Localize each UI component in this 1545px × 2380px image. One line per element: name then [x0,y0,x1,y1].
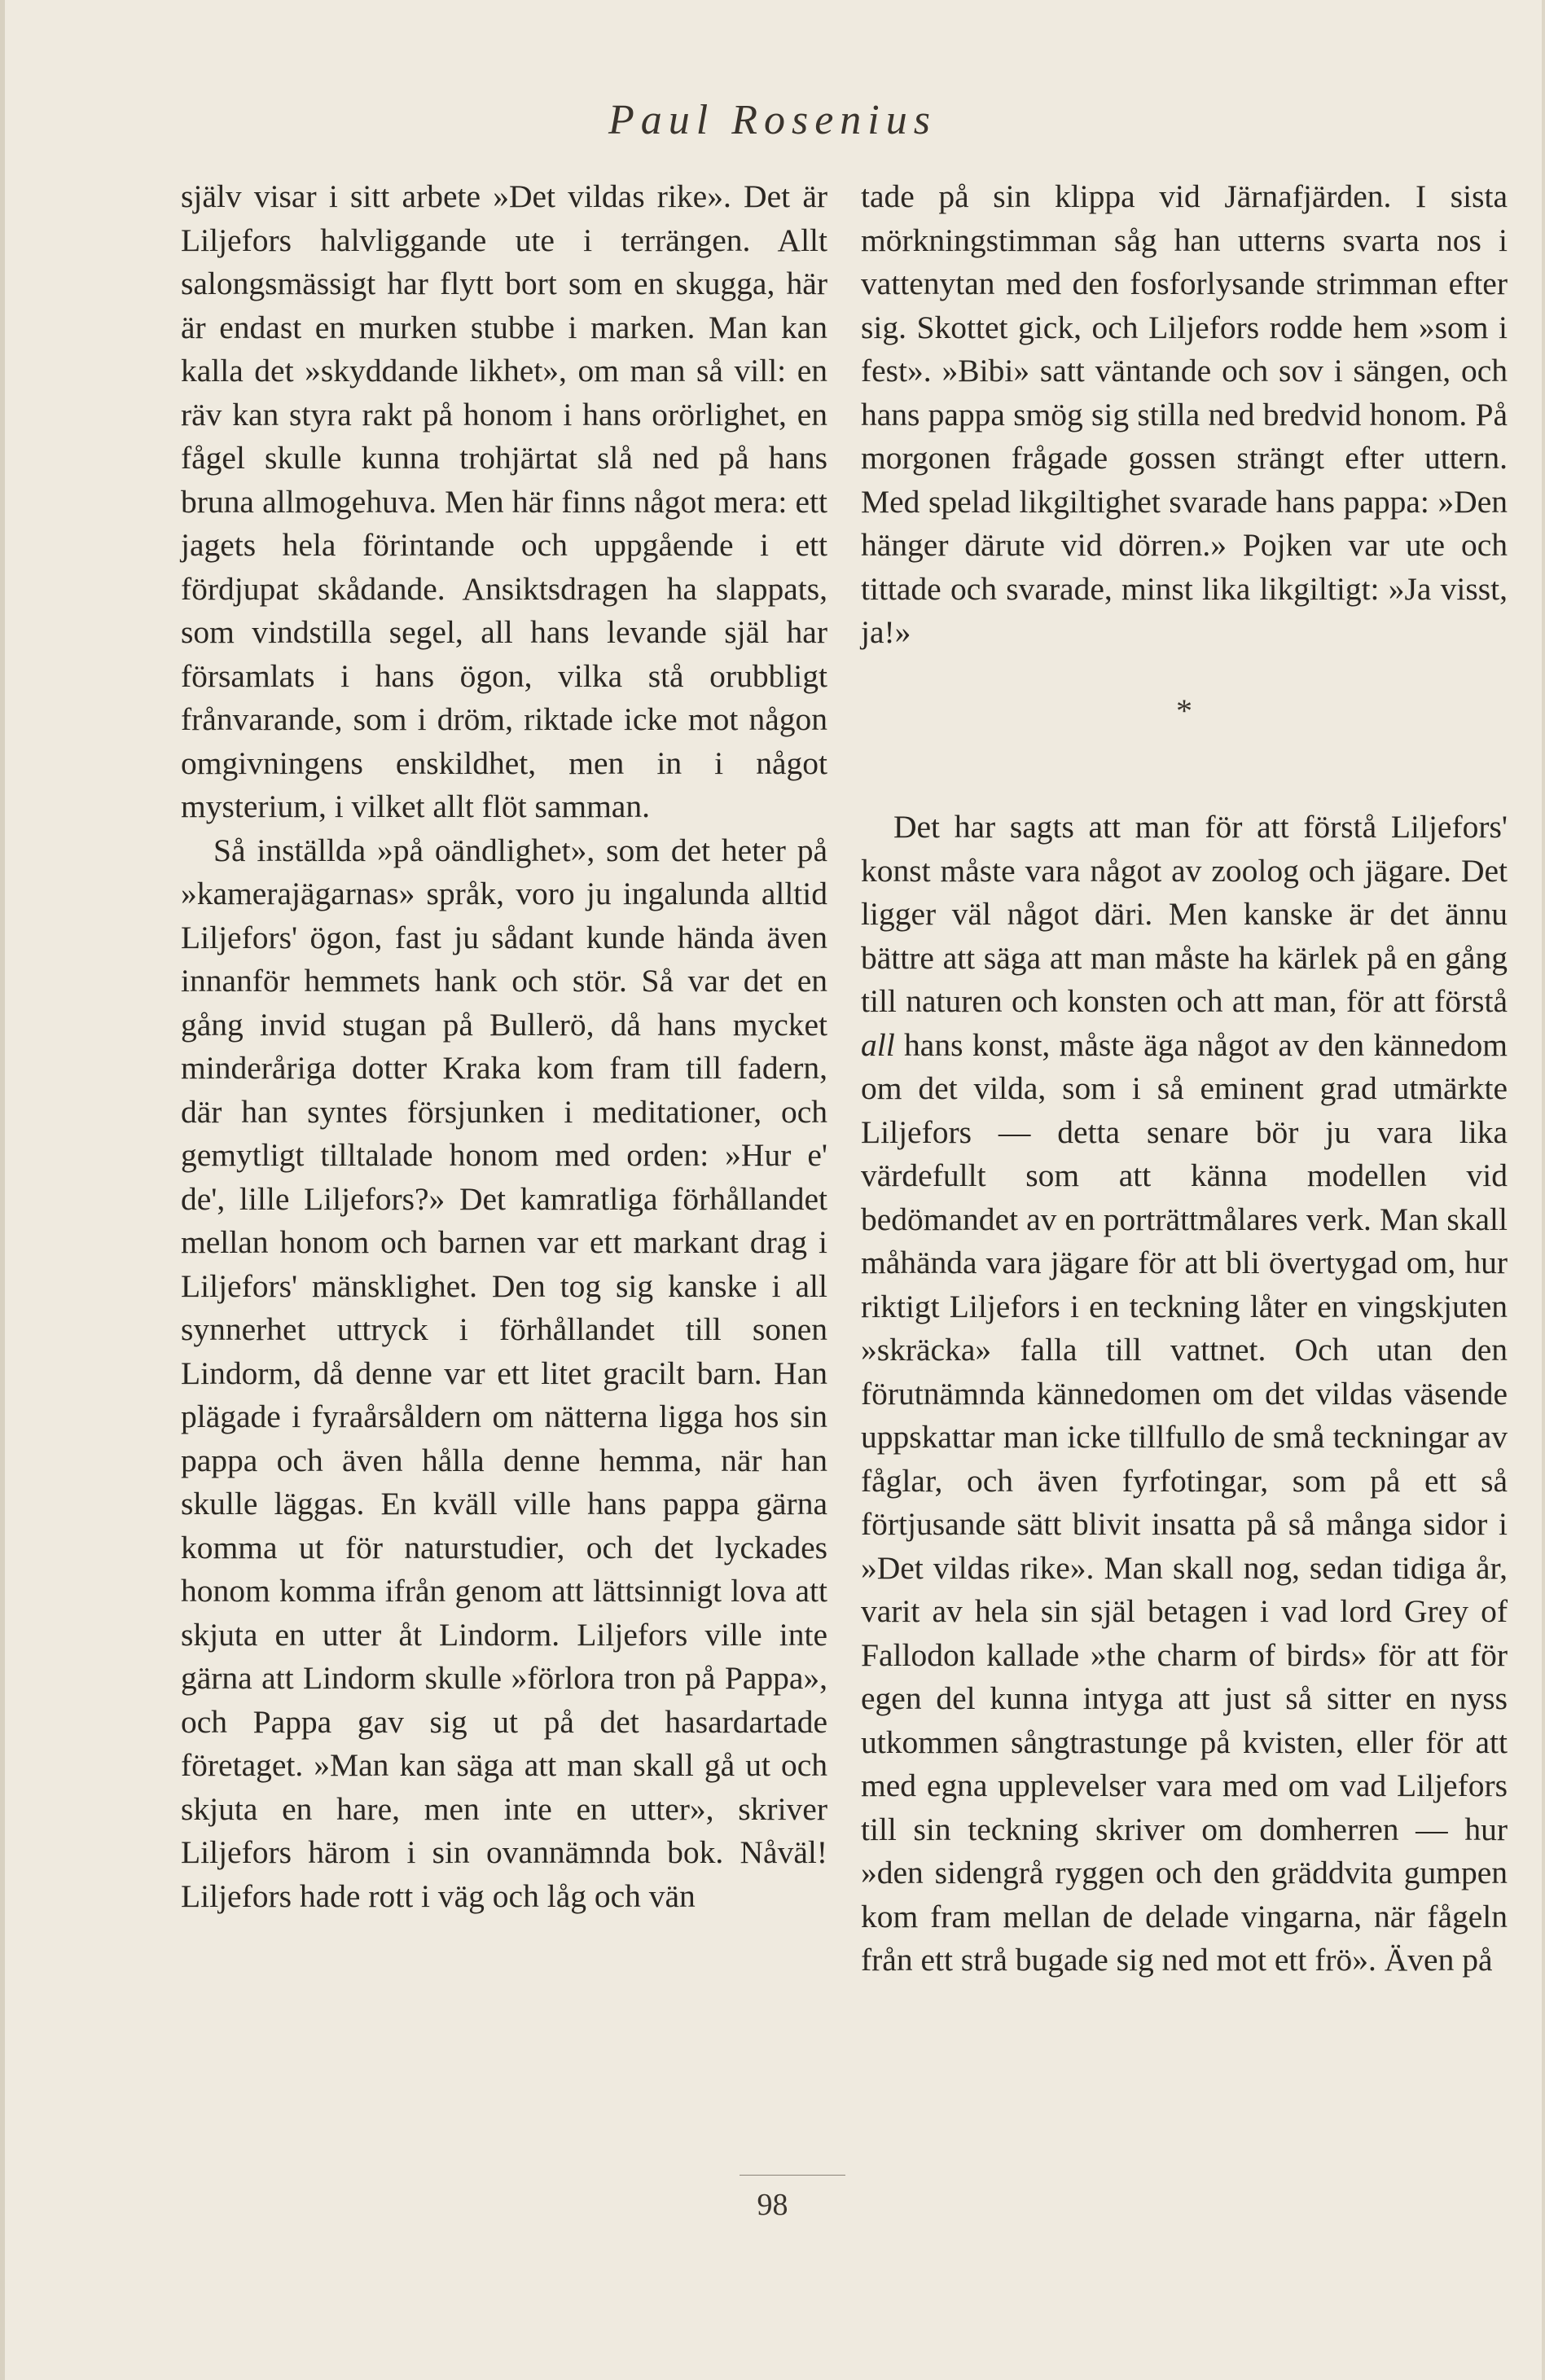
page-number: 98 [757,2188,788,2222]
paragraph: själv visar i sitt arbete »Det vildas rike». Det är Liljefors halvliggande ute i terrängen. Allt salongsmässigt har flytt bort som en skugga, här är endast en murken stubbe i marken. Man kan kalla det »skyddande likhet», om man så vill: en räv kan styra rakt på honom i hans orörlighet, en fågel skulle kunna trohjärtat slå ned på hans bruna allmogehuva. Men här finns något mera: ett jagets hela förintande och uppgående i ett fördjupat skådande. Ansiktsdragen ha slappats, som vindstilla segel, all hans levande själ har församlats i hans ögon, vilka stå orubbligt frånvarande, som i dröm, riktade icke mot någon omgivningens enskildhet, men in i något mysterium, i vilket allt flöt samman. [181,178,827,824]
section-separator: * [1176,692,1192,729]
running-header: Paul Rosenius [608,97,937,143]
folio-rule [740,2175,845,2176]
paragraph: tade på sin klippa vid Järnafjärden. I sista mörkningstimman såg han utterns svarta nos i vattenytan med den fosforlysande strimman efter sig. Skottet gick, och Liljefors rodde hem »som i fest». »Bibi» satt väntande och sov i sängen, och hans pappa smög sig stilla ned bredvid honom. På morgonen frågade gossen strängt efter uttern. Med spelad likgiltighet svarade hans pappa: »Den hänger därute vid dörren.» Pojken var ute och tittade och svarade, minst lika likgiltigt: »Ja visst, ja!» [861,178,1508,650]
paragraph: Så inställda »på oändlighet», som det heter på »kamerajägarnas» språk, voro ju ingalunda alltid Liljefors' ögon, fast ju sådant kunde hända även innanför hemmets hank och stör. Så var det en gång invid stugan på Bullerö, då hans mycket minderåriga dotter Kraka kom fram till fadern, där han syntes försjunken i meditationer, och gemytligt tilltalade honom med orden: »Hur e' de', lille Liljefors?» Det kamratliga förhållandet mellan honom och barnen var ett markant drag i Liljefors' mänsklighet. Den tog sig kanske i all synnerhet uttryck i förhållandet till sonen Lindorm, då denne var ett litet gracilt barn. Han plägade i fyraårsåldern om nätterna ligga hos sin pappa och även hålla denne hemma, när han skulle läggas. En kväll ville hans pappa gärna komma ut för naturstudier, och det lyckades honom komma ifrån genom att lättsinnigt lova att skjuta en utter åt Lindorm. Liljefors ville inte gärna att Lindorm skulle »förlora tron på Pappa», och Pappa gav sig ut på det hasardartade företaget. »Man kan säga att man skall gå ut och skjuta en hare, men inte en utter», skriver Liljefors härom i sin ovannämnda bok. Nåväl! Liljefors hade rott i väg och låg och vän [181,832,827,1914]
right-column [861,175,1508,1983]
page-edge-left [0,0,5,2380]
paragraph [861,806,1508,1983]
paragraph-text: hans konst, måste äga något av den kännedom om det vilda, som i så eminent grad utmärkte Liljefors — detta senare bör ju vara lika värdefullt som att känna modellen vid bedömandet av en porträttmålares verk. Man skall måhända vara jägare för att bli övertygad om, hur riktigt Liljefors i en teckning låter en vingskjuten »skräcka» falla till vattnet. Och utan den förutnämnda kännedomen om det vildas väsende uppskattar man icke tillfullo de små teckningar av fåglar, och även fyrfotingar, som på ett så förtjusande sätt blivit insatta på så många sidor i »Det vildas rike». Man skall nog, sedan tidiga år, varit av hela sin själ betagen i vad lord Grey of Fallodon kallade »the charm of birds» för att för egen del kunna intyga att just så sitter en nyss utkommen sångtrastunge på kvisten, eller för att med egna upplevelser vara med om vad Liljefors till sin teckning skriver om domherren — hur »den sidengrå ryggen och den gräddvita gumpen kom fram mellan de delade vingarna, när fågeln från ett strå bugade sig ned mot ett frö». Även på [861,1026,1508,1978]
italic-word: all [861,1026,895,1063]
left-column [181,175,827,1918]
page-edge-right [1542,0,1545,2380]
paragraph-text: Det har sagts att man för att förstå Liljefors' konst måste vara något av zoolog och jägare. Det ligger väl något däri. Men kanske är det ännu bättre att säga att man måste ha kärlek på en gång till naturen och konsten och att man, för att förstå [861,809,1508,1019]
